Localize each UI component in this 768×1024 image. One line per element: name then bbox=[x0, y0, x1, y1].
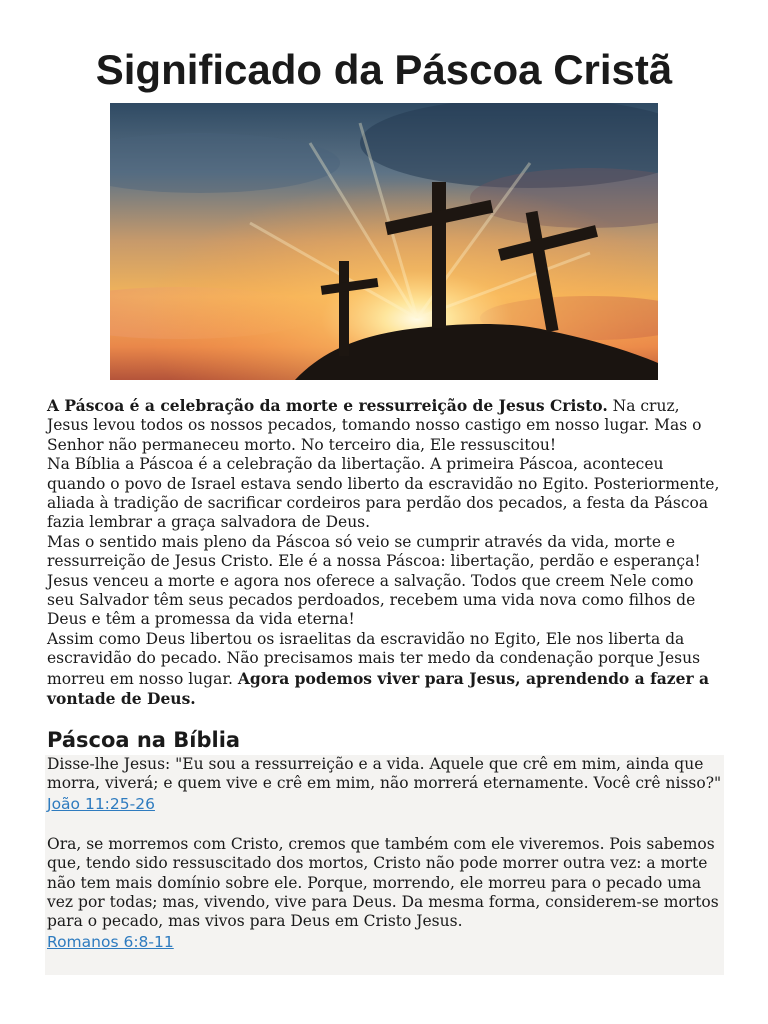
page-title: Significado da Páscoa Cristã bbox=[95, 46, 673, 93]
intro-paragraph-3: Mas o sentido mais pleno da Páscoa só veio se cumprir através da vida, morte e ressurreição de Jesus Cristo. Ele é a nossa Páscoa: libertação, perdão e esperança! Jesus venceu a morte e agora nos oferece a salvação. Todos que creem Nele como seu Salvador têm seus pecados perdoados, recebem uma vida nova como filhos de Deus e têm a promessa da vida eterna! bbox=[47, 532, 701, 629]
intro-paragraph-1 bbox=[47, 396, 723, 455]
verse-text-john: Disse-lhe Jesus: "Eu sou a ressurreição e a vida. Aquele que crê em mim, ainda que morra, viverá; e quem vive e crê em mim, não morrerá eternamente. Você crê nisso?" bbox=[47, 755, 722, 793]
intro-bold-closing: Agora podemos viver para Jesus, aprendendo a fazer a vontade de Deus. bbox=[47, 668, 710, 709]
intro-paragraph-4 bbox=[47, 630, 723, 710]
verse-reference-link-john[interactable]: João 11:25-26 bbox=[47, 794, 155, 813]
three-crosses-sunset-image bbox=[110, 103, 658, 380]
verse-text-romans: Ora, se morremos com Cristo, cremos que também com ele viveremos. Pois sabemos que, tendo sido ressuscitado dos mortos, Cristo não pode morrer outra vez: a morte não tem mais domínio sobre ele. Porque, morrendo, ele morreu para o pecado uma vez por todas; mas, vivendo, vive para Deus. Da mesma forma, considerem-se mortos para o pecado, mas vivos para Deus em Cristo Jesus. bbox=[47, 834, 719, 931]
intro-text-4: Assim como Deus libertou os israelitas da escravidão no Egito, Ele nos liberta da escravidão do pecado. Não precisamos mais ter medo da condenação porque Jesus morreu em nosso lugar. bbox=[47, 629, 701, 688]
bible-verses-box bbox=[45, 755, 724, 975]
section-heading: Páscoa na Bíblia bbox=[47, 728, 241, 752]
intro-text bbox=[47, 396, 723, 710]
intro-paragraph-2: Na Bíblia a Páscoa é a celebração da libertação. A primeira Páscoa, aconteceu quando o povo de Israel estava sendo liberto da escravidão no Egito. Posteriormente, aliada à tradição de sacrificar cordeiros para perdão dos pecados, a festa da Páscoa fazia lembrar a graça salvadora de Deus. bbox=[47, 455, 720, 532]
intro-bold-lead: A Páscoa é a celebração da morte e ressurreição de Jesus Cristo. bbox=[47, 396, 608, 415]
intro-text-1: Na cruz, Jesus levou todos os nossos pecados, tomando nosso castigo em nosso lugar. Mas o Senhor não permaneceu morto. No terceiro dia, Ele ressuscitou! bbox=[47, 397, 702, 454]
verse-spacer bbox=[47, 815, 722, 835]
verse-reference-link-romans[interactable]: Romanos 6:8-11 bbox=[47, 932, 174, 951]
